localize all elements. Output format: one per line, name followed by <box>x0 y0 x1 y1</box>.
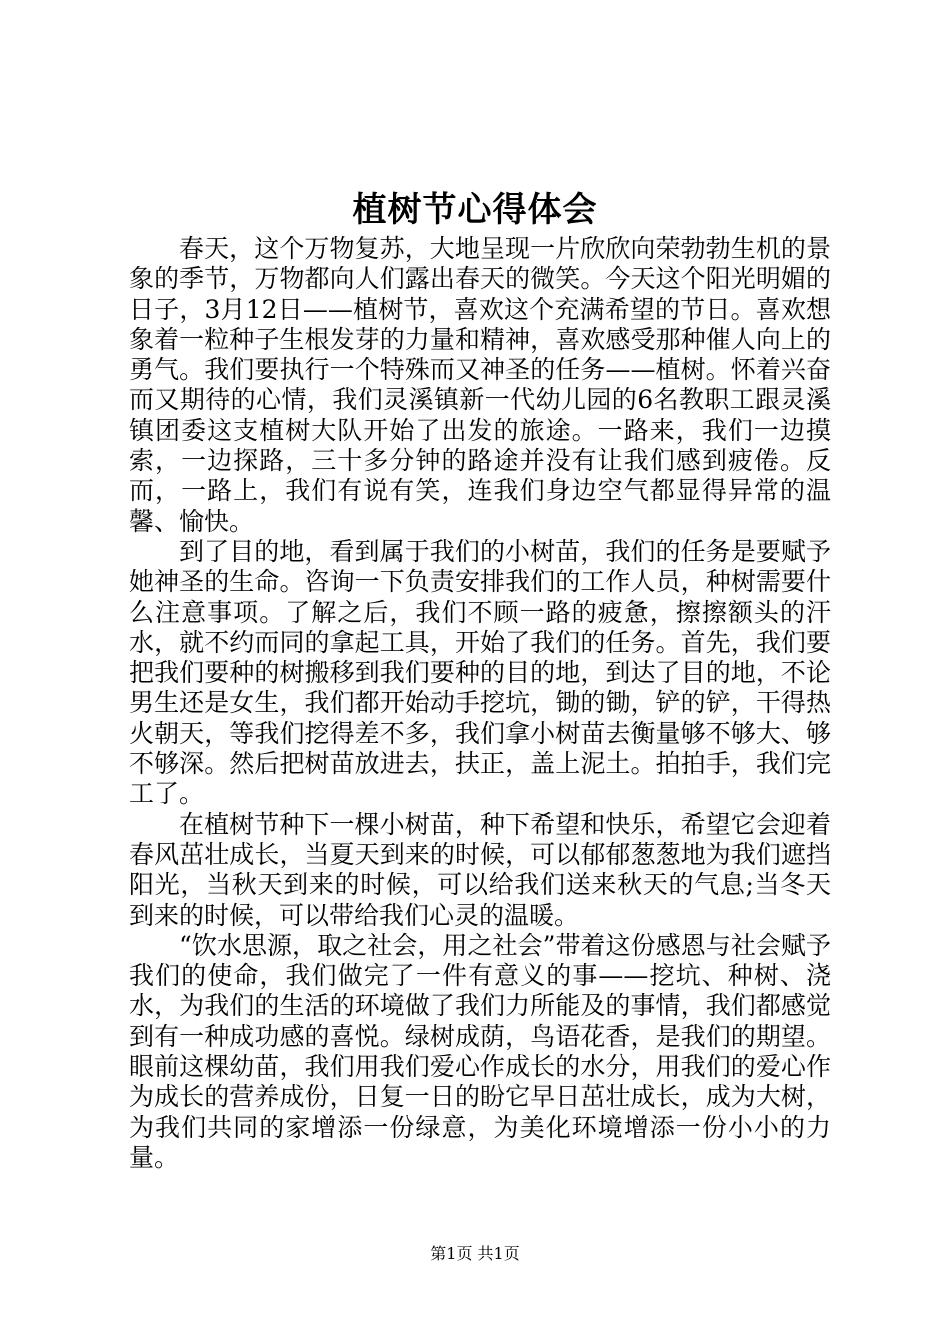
paragraph-4: “饮水思源，取之社会，用之社会”带着这份感恩与社会赋予我们的使命，我们做完了一件有意义的事——挖坑、种树、浇水，为我们的生活的环境做了我们力所能及的事情，我们都感觉到有一种成功感的喜悦。绿树成荫，鸟语花香，是我们的期望。眼前这棵幼苗，我们用我们爱心作成长的水分，用我们的爱心作为成长的营养成份，日复一日的盼它早日茁壮成长，成为大树，为我们共同的家增添一份绿意，为美化环境增添一份小小的力量。 <box>129 930 831 1172</box>
paragraph-1: 春天，这个万物复苏，大地呈现一片欣欣向荣勃勃生机的景象的季节，万物都向人们露出春天的微笑。今天这个阳光明媚的日子，3月12日——植树节，喜欢这个充满希望的节日。喜欢想象着一粒种子生根发芽的力量和精神，喜欢感受那种催人向上的勇气。我们要执行一个特殊而又神圣的任务——植树。怀着兴奋而又期待的心情，我们灵溪镇新一代幼儿园的6名教职工跟灵溪镇团委这支植树大队开始了出发的旅途。一路来，我们一边摸索，一边探路，三十多分钟的路途并没有让我们感到疲倦。反而，一路上，我们有说有笑，连我们身边空气都显得异常的温馨、愉快。 <box>129 234 831 536</box>
paragraph-3: 在植树节种下一棵小树苗，种下希望和快乐，希望它会迎着春风茁壮成长，当夏天到来的时候，可以郁郁葱葱地为我们遮挡阳光，当秋天到来的时候，可以给我们送来秋天的气息;当冬天到来的时候，可以带给我们心灵的温暖。 <box>129 809 831 930</box>
page-footer: 第1页 共1页 <box>430 1244 520 1263</box>
document-body <box>129 234 831 1173</box>
document-title: 植树节心得体会 <box>352 190 598 230</box>
paragraph-2: 到了目的地，看到属于我们的小树苗，我们的任务是要赋予她神圣的生命。咨询一下负责安排我们的工作人员，种树需要什么注意事项。了解之后，我们不顾一路的疲惫，擦擦额头的汗水，就不约而同的拿起工具，开始了我们的任务。首先，我们要把我们要种的树搬移到我们要种的目的地，到达了目的地，不论男生还是女生，我们都开始动手挖坑，锄的锄，铲的铲，干得热火朝天，等我们挖得差不多，我们拿小树苗去衡量够不够大、够不够深。然后把树苗放进去，扶正，盖上泥土。拍拍手，我们完工了。 <box>129 536 831 809</box>
